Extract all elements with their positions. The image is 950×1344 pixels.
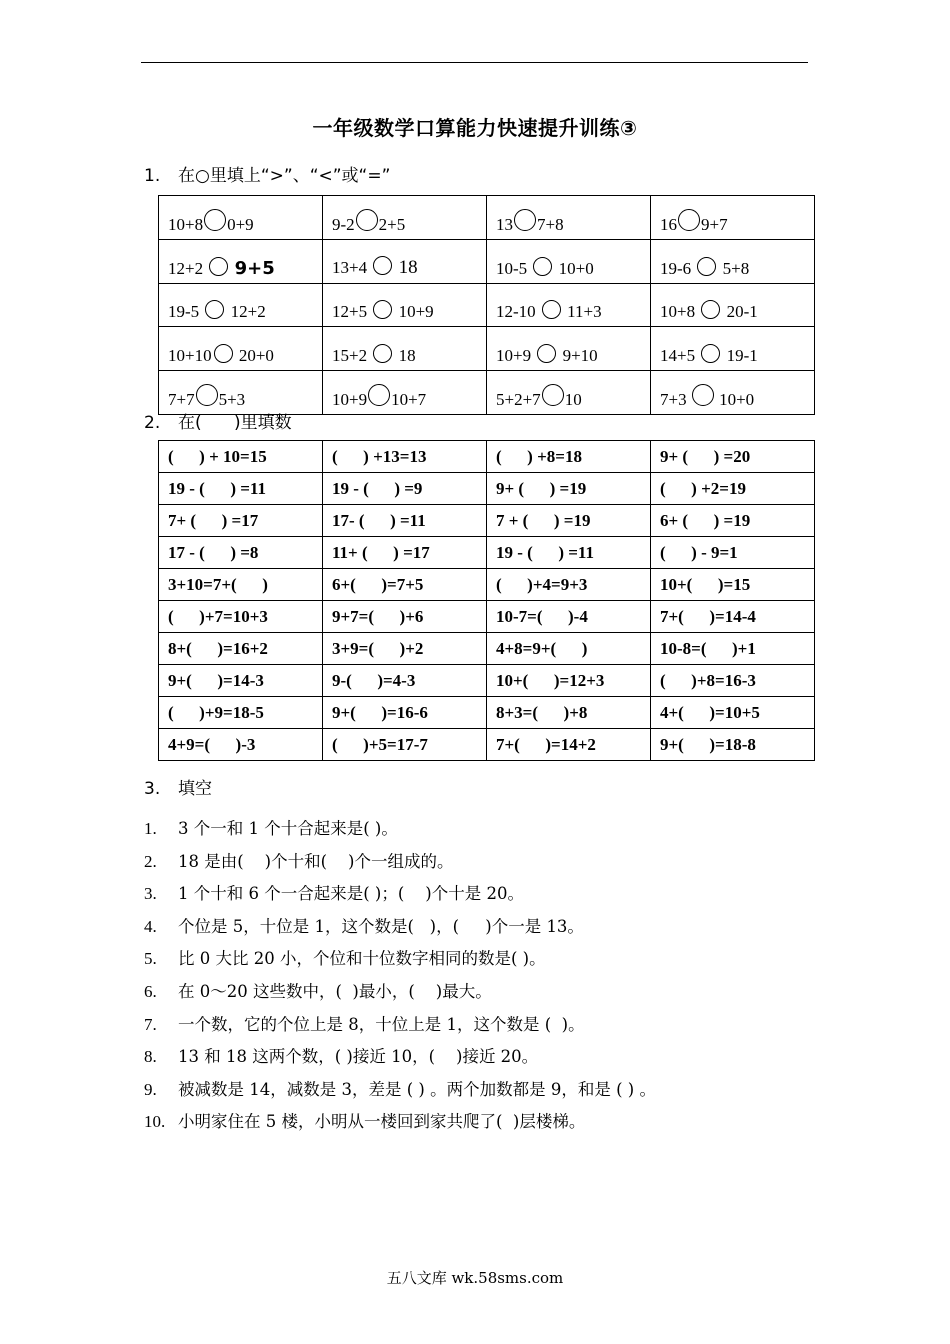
equation-cell[interactable]: 19 - ( ) =11 — [159, 473, 323, 505]
left-expr: 10+9 — [332, 389, 368, 409]
right-expr: 9+5 — [234, 257, 275, 279]
question-item — [144, 880, 524, 904]
compare-cell — [159, 327, 323, 371]
left-expr: 10+9 — [496, 346, 532, 366]
compare-cell — [487, 239, 651, 283]
right-expr: 20-1 — [726, 302, 758, 322]
left-expr: 7+7 — [168, 389, 195, 409]
table-row — [159, 283, 815, 327]
right-expr: 5+8 — [722, 258, 750, 278]
right-expr: 7+8 — [537, 214, 564, 234]
question-text: 1 个十和 6 个一合起来是( )；( )个十是 20。 — [178, 884, 524, 904]
left-expr: 14+5 — [660, 346, 696, 366]
compare-cell — [159, 239, 323, 283]
right-expr: 9+10 — [562, 346, 598, 366]
left-expr: 10+8 — [168, 214, 204, 234]
answer-circle[interactable] — [204, 209, 226, 231]
section-1-heading — [144, 161, 390, 186]
question-text: 小明家住在 5 楼，小明从一楼回到家共爬了( )层楼梯。 — [178, 1112, 586, 1132]
equation-cell[interactable]: 19 - ( ) =9 — [323, 473, 487, 505]
right-expr: 10+7 — [391, 389, 427, 409]
question-number: 3. — [144, 884, 157, 904]
right-expr: 10+0 — [719, 389, 755, 409]
question-number: 10. — [144, 1112, 166, 1132]
answer-circle[interactable] — [701, 344, 720, 363]
compare-cell — [487, 327, 651, 371]
left-expr: 13 — [496, 214, 513, 234]
question-item — [144, 913, 584, 937]
equation-cell[interactable]: ( ) + 10=15 — [159, 441, 323, 473]
right-expr: 20+0 — [238, 346, 274, 366]
left-expr: 15+2 — [332, 346, 368, 366]
left-expr: 13+4 — [332, 257, 368, 277]
question-text: 比 0 大比 20 小，个位和十位数字相同的数是( )。 — [178, 949, 546, 969]
section-number: 3. — [144, 779, 161, 799]
compare-cell — [159, 283, 323, 327]
right-expr: 18 — [398, 256, 418, 278]
section-number: 1. — [144, 166, 161, 186]
equation-cell[interactable]: 17 - ( ) =8 — [159, 537, 323, 569]
equation-cell[interactable]: 8+3=( )+8 — [487, 697, 651, 729]
table-row — [159, 601, 815, 633]
answer-circle[interactable] — [701, 300, 720, 319]
question-number: 1. — [144, 819, 157, 838]
equation-cell[interactable]: 9+ ( ) =20 — [651, 441, 815, 473]
compare-cell — [651, 327, 815, 371]
compare-cell — [487, 371, 651, 415]
question-item — [144, 1011, 585, 1035]
equation-cell[interactable]: 6+ ( ) =19 — [651, 505, 815, 537]
question-number: 4. — [144, 916, 157, 936]
left-expr: 19-6 — [660, 258, 692, 278]
answer-circle[interactable] — [678, 209, 700, 231]
question-item — [144, 848, 453, 872]
equation-cell[interactable]: ( )+9=18-5 — [159, 697, 323, 729]
equation-cell[interactable]: ( )+5=17-7 — [323, 729, 487, 761]
equation-cell[interactable]: 6+( )=7+5 — [323, 569, 487, 601]
question-text: 18 是由( )个十和( )个一组成的。 — [178, 851, 454, 871]
right-expr: 10+9 — [398, 302, 434, 322]
question-item — [144, 978, 492, 1002]
table-row — [159, 537, 815, 569]
question-number: 6. — [144, 982, 157, 1001]
left-expr: 12+5 — [332, 302, 368, 322]
right-expr: 18 — [398, 346, 416, 366]
section-label: 填空 — [178, 779, 212, 799]
answer-circle[interactable] — [356, 209, 378, 231]
question-text: 在 0～20 这些数中，( )最小，( )最大。 — [178, 982, 492, 1001]
question-number: 2. — [144, 851, 157, 871]
equation-cell[interactable]: 9+( )=16-6 — [323, 697, 487, 729]
equation-cell[interactable]: 8+( )=16+2 — [159, 633, 323, 665]
table-row — [159, 327, 815, 371]
answer-circle[interactable] — [697, 257, 716, 276]
compare-cell — [159, 196, 323, 240]
equation-cell[interactable]: 7+ ( ) =17 — [159, 505, 323, 537]
answer-circle[interactable] — [209, 257, 228, 276]
table-row — [159, 697, 815, 729]
left-expr: 10-5 — [496, 258, 528, 278]
equation-cell[interactable]: ( )+7=10+3 — [159, 601, 323, 633]
fill-table — [158, 440, 815, 761]
right-expr: 12+2 — [230, 302, 266, 322]
section-2-heading — [144, 408, 292, 433]
equation-cell[interactable]: 9+7=( )+6 — [323, 601, 487, 633]
answer-circle[interactable] — [542, 300, 561, 319]
answer-circle[interactable] — [368, 384, 390, 406]
right-expr: 5+3 — [218, 389, 246, 409]
question-number: 5. — [144, 949, 157, 969]
equation-cell[interactable]: ( ) +2=19 — [651, 473, 815, 505]
equation-cell[interactable]: 19 - ( ) =11 — [487, 537, 651, 569]
equation-cell[interactable]: ( )+4=9+3 — [487, 569, 651, 601]
left-expr: 10+10 — [168, 346, 212, 366]
equation-cell[interactable]: 17- ( ) =11 — [323, 505, 487, 537]
question-item — [144, 1043, 538, 1067]
left-expr: 12+2 — [168, 258, 204, 278]
table-row — [159, 505, 815, 537]
answer-circle[interactable] — [533, 257, 552, 276]
equation-cell[interactable]: 10-8=( )+1 — [651, 633, 815, 665]
section-label: 在( )里填数 — [178, 413, 292, 433]
answer-circle[interactable] — [514, 209, 536, 231]
table-row — [159, 665, 815, 697]
right-expr: 9+7 — [701, 214, 728, 234]
question-text: 13 和 18 这两个数，( )接近 10，( )接近 20。 — [178, 1047, 539, 1067]
table-row — [159, 239, 815, 283]
table-row — [159, 633, 815, 665]
question-item — [144, 815, 398, 839]
compare-table — [158, 195, 815, 415]
right-expr: 19-1 — [726, 346, 758, 366]
compare-cell — [651, 371, 815, 415]
equation-cell[interactable]: 7+( )=14+2 — [487, 729, 651, 761]
compare-cell — [323, 196, 487, 240]
right-expr: 11+3 — [567, 302, 602, 322]
equation-cell[interactable]: 10-7=( )-4 — [487, 601, 651, 633]
equation-cell[interactable]: 9+ ( ) =19 — [487, 473, 651, 505]
left-expr: 5+2+7 — [496, 389, 541, 409]
equation-cell[interactable]: 10+( )=15 — [651, 569, 815, 601]
answer-circle[interactable] — [373, 300, 392, 319]
compare-cell — [487, 196, 651, 240]
answer-circle[interactable] — [205, 300, 224, 319]
equation-cell[interactable]: 3+9=( )+2 — [323, 633, 487, 665]
table-row — [159, 569, 815, 601]
compare-cell — [487, 283, 651, 327]
left-expr: 12-10 — [496, 302, 536, 322]
left-expr: 10+8 — [660, 302, 696, 322]
equation-cell[interactable]: 7+( )=14-4 — [651, 601, 815, 633]
question-text: 一个数，它的个位上是 8，十位上是 1，这个数是 ( )。 — [178, 1014, 585, 1034]
answer-circle[interactable] — [537, 344, 556, 363]
question-text: 3 个一和 1 个十合起来是( )。 — [178, 819, 398, 838]
page-title: 一年级数学口算能力快速提升训练③ — [312, 116, 638, 140]
equation-cell[interactable]: ( )+8=16-3 — [651, 665, 815, 697]
question-item — [144, 945, 546, 969]
right-expr: 10 — [564, 389, 582, 409]
compare-cell — [323, 371, 487, 415]
compare-cell — [651, 239, 815, 283]
section-3-heading — [144, 774, 212, 799]
table-row — [159, 729, 815, 761]
equation-cell[interactable]: 9-( )=4-3 — [323, 665, 487, 697]
left-expr: 7+3 — [660, 389, 687, 409]
answer-circle[interactable] — [542, 384, 564, 406]
question-item — [144, 1108, 585, 1132]
question-number: 8. — [144, 1047, 157, 1067]
equation-cell[interactable]: 9+( )=14-3 — [159, 665, 323, 697]
equation-cell[interactable]: 3+10=7+( ) — [159, 569, 323, 601]
question-text: 个位是 5，十位是 1，这个数是( )，( )个一是 13。 — [178, 916, 584, 936]
compare-cell — [651, 283, 815, 327]
equation-cell[interactable]: 11+ ( ) =17 — [323, 537, 487, 569]
compare-cell — [651, 196, 815, 240]
question-text: 被减数是 14，减数是 3，差是 ( ) 。两个加数都是 9，和是 ( ) 。 — [178, 1079, 656, 1099]
table-row — [159, 196, 815, 240]
compare-cell — [323, 327, 487, 371]
equation-cell[interactable]: ( ) - 9=1 — [651, 537, 815, 569]
equation-cell[interactable]: ( ) +8=18 — [487, 441, 651, 473]
footer-watermark: 五八文库 wk.58sms.com — [386, 1269, 564, 1287]
compare-cell — [323, 283, 487, 327]
compare-cell — [323, 239, 487, 283]
answer-circle[interactable] — [196, 384, 218, 406]
question-number: 7. — [144, 1014, 157, 1034]
left-expr: 16 — [660, 214, 677, 234]
question-item — [144, 1076, 656, 1100]
section-label: 在○里填上“>”、“<”或“=” — [178, 166, 391, 186]
header-rule — [141, 62, 808, 63]
question-number: 9. — [144, 1079, 157, 1099]
equation-cell[interactable]: 4+9=( )-3 — [159, 729, 323, 761]
right-expr: 10+0 — [558, 258, 594, 278]
equation-cell[interactable]: 7 + ( ) =19 — [487, 505, 651, 537]
equation-cell[interactable]: 4+8=9+( ) — [487, 633, 651, 665]
answer-circle[interactable] — [692, 384, 714, 406]
equation-cell[interactable]: 9+( )=18-8 — [651, 729, 815, 761]
section-number: 2. — [144, 413, 161, 433]
answer-circle[interactable] — [373, 344, 392, 363]
equation-cell[interactable]: 10+( )=12+3 — [487, 665, 651, 697]
right-expr: 0+9 — [227, 214, 254, 234]
equation-cell[interactable]: 4+( )=10+5 — [651, 697, 815, 729]
left-expr: 9-2 — [332, 214, 355, 234]
right-expr: 2+5 — [378, 214, 406, 234]
answer-circle[interactable] — [214, 344, 233, 363]
left-expr: 19-5 — [168, 302, 200, 322]
table-row — [159, 441, 815, 473]
equation-cell[interactable]: ( ) +13=13 — [323, 441, 487, 473]
answer-circle[interactable] — [373, 256, 392, 275]
table-row — [159, 473, 815, 505]
